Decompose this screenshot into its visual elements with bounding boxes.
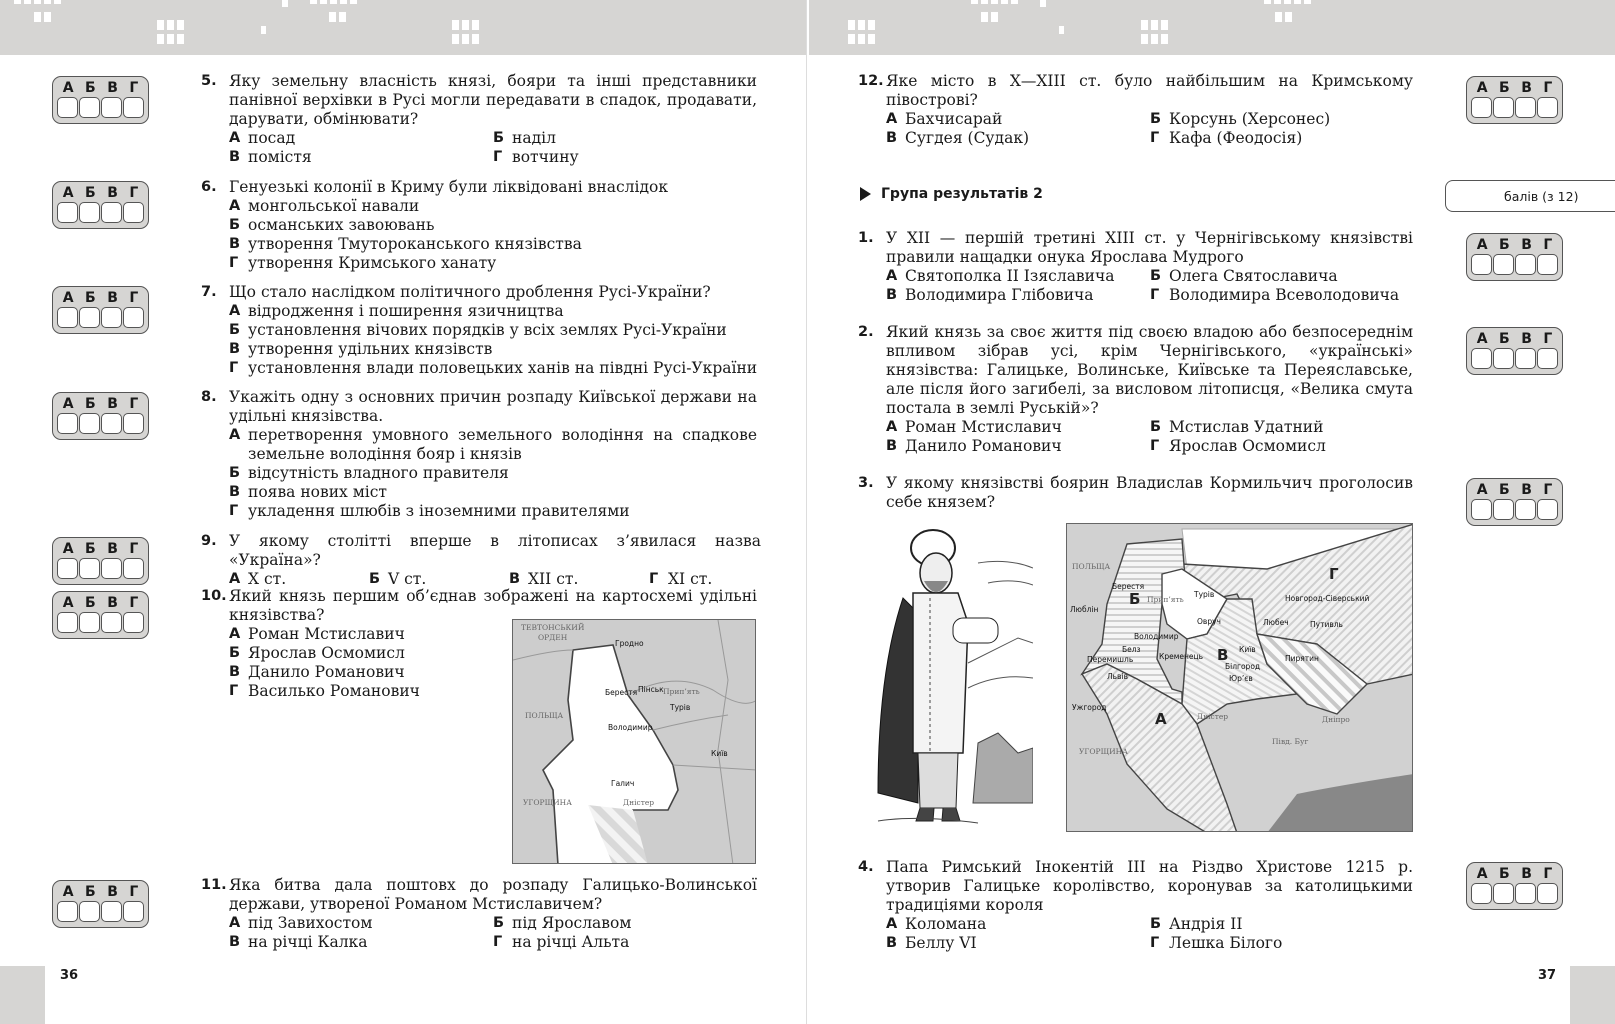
svg-text:УГОРЩИНА: УГОРЩИНА — [1079, 747, 1128, 756]
answer-letter-v: В — [1521, 866, 1532, 882]
answer-box-g2-q2 — [1466, 327, 1563, 375]
group2-question-1 — [858, 229, 1413, 305]
answer-cell-b[interactable] — [79, 612, 100, 633]
answer-cell-a[interactable] — [57, 558, 78, 579]
group-heading — [860, 186, 1043, 202]
svg-text:Білгород: Білгород — [1225, 662, 1261, 671]
answer-cell-g[interactable] — [123, 202, 144, 223]
answer-box-q10 — [52, 591, 149, 639]
question-number: 8. — [201, 389, 217, 405]
answer-letter-a: А — [1476, 866, 1488, 882]
svg-text:Київ: Київ — [1239, 645, 1256, 654]
answer-cell-b[interactable] — [79, 307, 100, 328]
svg-text:Турів: Турів — [670, 703, 691, 712]
map-rus-principalities — [1066, 523, 1413, 832]
question-number: 4. — [858, 859, 874, 875]
decorative-dot — [261, 26, 266, 34]
answer-cell-a[interactable] — [1471, 348, 1492, 369]
answer-cell-v[interactable] — [1515, 348, 1536, 369]
answer-cell-v[interactable] — [101, 413, 122, 434]
page-header-band-left — [0, 0, 806, 55]
answer-letter-v: В — [1521, 237, 1532, 253]
question-number: 6. — [201, 179, 217, 195]
option-v: В Володимира Глібовича — [886, 286, 1094, 304]
decorative-dot — [282, 0, 288, 7]
question-text: У якому князівстві боярин Владислав Кормильчич проголосив себе князем? — [886, 474, 1413, 511]
group-heading-label: Група результатів 2 — [881, 186, 1043, 202]
option-b: Б Мстислав Удатний — [1150, 418, 1324, 436]
question-number: 10. — [201, 588, 227, 604]
option-a: А монгольської навали — [229, 197, 420, 215]
answer-cell-a[interactable] — [1471, 254, 1492, 275]
answer-cell-b[interactable] — [1493, 883, 1514, 904]
svg-text:Дніпро: Дніпро — [1322, 715, 1350, 724]
question-text: Який князь першим об’єднав зображені на картосхемі удільні князівства? — [229, 587, 757, 624]
decorative-dots — [452, 20, 479, 44]
option-a: А Коломана — [886, 915, 987, 933]
answer-letter-v: В — [107, 396, 118, 412]
option-g: Г вотчину — [493, 148, 579, 166]
option-b: Б Олега Святославича — [1150, 267, 1338, 285]
answer-cell-b[interactable] — [79, 558, 100, 579]
answer-letter-v: В — [107, 185, 118, 201]
option-b: Б V ст. — [369, 570, 427, 588]
answer-letter-b: Б — [85, 290, 96, 306]
answer-letter-b: Б — [85, 884, 96, 900]
option-v: В утворення Тмутороканського князівства — [229, 235, 582, 253]
answer-letter-b: Б — [85, 80, 96, 96]
option-a: А Роман Мстиславич — [886, 418, 1062, 436]
svg-text:Львів: Львів — [1107, 672, 1128, 681]
answer-cell-v[interactable] — [1515, 97, 1536, 118]
svg-text:УГОРЩИНА: УГОРЩИНА — [523, 798, 572, 807]
option-a: А посад — [229, 129, 296, 147]
svg-text:Перемишль: Перемишль — [1087, 655, 1134, 664]
score-label: балів (з 12) — [1504, 188, 1579, 204]
map-galicia-volhynia — [512, 619, 756, 864]
answer-cell-g[interactable] — [1537, 97, 1558, 118]
question-5 — [201, 72, 757, 167]
answer-cell-a[interactable] — [57, 901, 78, 922]
answer-letter-b: Б — [1499, 866, 1510, 882]
answer-cell-v[interactable] — [1515, 883, 1536, 904]
option-v: В XII ст. — [509, 570, 579, 588]
page-header-band-right — [809, 0, 1615, 55]
answer-letter-g: Г — [129, 595, 139, 611]
answer-letter-b: Б — [1499, 331, 1510, 347]
svg-text:Київ: Київ — [711, 749, 728, 758]
question-text: Який князь за своє життя під своєю владою або безпосереднім впливом зібрав усі, крім Чернігівського, «українські» князівства: Галицьке, Волинське, Київське та Переяславське, але після його загибелі, за висловом літописця, «Велика смута постала в землі Руській»? — [886, 323, 1413, 417]
option-v: В на річці Калка — [229, 933, 368, 951]
option-v: В Данило Романович — [886, 437, 1062, 455]
answer-box-q12 — [1466, 76, 1563, 124]
answer-letter-b: Б — [85, 595, 96, 611]
group2-question-2 — [858, 323, 1413, 456]
option-b: Б Ярослав Осмомисл — [229, 644, 405, 662]
page-number-left: 36 — [60, 968, 79, 983]
option-b: Б під Ярославом — [493, 914, 632, 932]
answer-cell-g[interactable] — [123, 558, 144, 579]
answer-letter-b: Б — [1499, 80, 1510, 96]
question-number: 9. — [201, 533, 217, 549]
answer-cell-a[interactable] — [57, 612, 78, 633]
answer-letter-a: А — [62, 185, 74, 201]
answer-cell-a[interactable] — [1471, 499, 1492, 520]
question-text: Генуезькі колонії в Криму були ліквідовані внаслідок — [229, 178, 669, 196]
answer-cell-g[interactable] — [123, 901, 144, 922]
answer-cell-b[interactable] — [79, 413, 100, 434]
decorative-dots — [34, 12, 51, 22]
svg-text:В: В — [1217, 646, 1229, 664]
svg-text:Б: Б — [1129, 590, 1141, 608]
option-g: Г утворення Кримського ханату — [229, 254, 497, 272]
option-b: Б османських завоювань — [229, 216, 435, 234]
answer-letter-b: Б — [1499, 482, 1510, 498]
question-text: Яку земельну власність князі, бояри та інші представники панівної верхівки в Русі могли передавати в спадок, продавати, дарувати, обмінювати? — [229, 72, 757, 128]
svg-text:Дністер: Дністер — [1197, 712, 1229, 721]
answer-letter-a: А — [62, 884, 74, 900]
question-number: 11. — [201, 877, 227, 893]
option-v: В помістя — [229, 148, 312, 166]
svg-text:Дністер: Дністер — [623, 798, 655, 807]
answer-cell-b[interactable] — [1493, 499, 1514, 520]
svg-text:ОРДЕН: ОРДЕН — [538, 633, 568, 642]
option-g: Г на річці Альта — [493, 933, 630, 951]
question-text: У XII — першій третині XIII ст. у Чернігівському князівстві правили нащадки онука Ярослава Мудрого — [886, 229, 1413, 266]
answer-letter-a: А — [62, 290, 74, 306]
answer-letter-g: Г — [1543, 482, 1553, 498]
answer-cell-b[interactable] — [1493, 348, 1514, 369]
svg-text:ПОЛЬЩА: ПОЛЬЩА — [525, 711, 564, 720]
svg-text:Володимир: Володимир — [608, 723, 653, 732]
option-b: Б Андрія II — [1150, 915, 1243, 933]
svg-text:Г: Г — [1329, 565, 1339, 583]
option-b: Б відсутність владного правителя — [229, 464, 509, 482]
svg-text:Прип’ять: Прип’ять — [1147, 595, 1184, 604]
option-g: Г установлення влади половецьких ханів на півдні Русі-України — [229, 359, 758, 377]
svg-text:Ужгород: Ужгород — [1072, 703, 1107, 712]
option-v: В Беллу VI — [886, 934, 977, 952]
answer-cell-a[interactable] — [1471, 883, 1492, 904]
answer-letter-a: А — [1476, 331, 1488, 347]
answer-cell-v[interactable] — [101, 901, 122, 922]
answer-cell-v[interactable] — [1515, 499, 1536, 520]
answer-cell-a[interactable] — [1471, 97, 1492, 118]
svg-text:Новгород-Сіверський: Новгород-Сіверський — [1285, 594, 1370, 603]
answer-letter-v: В — [107, 541, 118, 557]
answer-letter-b: Б — [85, 396, 96, 412]
answer-letter-v: В — [107, 884, 118, 900]
option-a: А Бахчисарай — [886, 110, 1003, 128]
option-a: А Святополка II Ізяславича — [886, 267, 1115, 285]
decorative-dot — [1059, 26, 1064, 34]
svg-text:ТЕВТОНСЬКИЙ: ТЕВТОНСЬКИЙ — [521, 623, 585, 632]
answer-letter-g: Г — [129, 290, 139, 306]
answer-letter-a: А — [1476, 237, 1488, 253]
answer-box-g2-q3 — [1466, 478, 1563, 526]
decorative-dots — [971, 0, 1018, 4]
svg-text:Прип’ять: Прип’ять — [663, 687, 700, 696]
question-12 — [858, 72, 1413, 148]
play-triangle-icon — [860, 187, 871, 201]
decorative-dots — [1141, 20, 1168, 44]
answer-letter-g: Г — [1543, 80, 1553, 96]
question-6 — [201, 178, 757, 273]
decorative-dots — [14, 0, 61, 4]
svg-text:Путивль: Путивль — [1310, 620, 1343, 629]
answer-box-g2-q1 — [1466, 233, 1563, 281]
question-number: 5. — [201, 73, 217, 89]
answer-letter-a: А — [62, 541, 74, 557]
option-a: А відродження і поширення язичництва — [229, 302, 564, 320]
answer-box-g2-q4 — [1466, 862, 1563, 910]
answer-letter-g: Г — [1543, 237, 1553, 253]
answer-cell-v[interactable] — [101, 97, 122, 118]
question-text: Укажіть одну з основних причин розпаду Київської держави на удільні князівства. — [229, 388, 757, 425]
question-number: 12. — [858, 73, 884, 89]
answer-box-q6 — [52, 181, 149, 229]
question-text: У якому столітті вперше в літописах з’явилася назва «Україна»? — [229, 532, 761, 569]
answer-letter-v: В — [107, 290, 118, 306]
svg-text:Юр’єв: Юр’єв — [1229, 674, 1253, 683]
answer-box-q8 — [52, 392, 149, 440]
footer-tab-left — [0, 966, 45, 1024]
answer-letter-v: В — [1521, 331, 1532, 347]
answer-cell-g[interactable] — [123, 612, 144, 633]
option-v: В поява нових міст — [229, 483, 387, 501]
question-7 — [201, 283, 761, 378]
answer-cell-g[interactable] — [1537, 883, 1558, 904]
option-g: Г Василько Романович — [229, 682, 420, 700]
question-number: 3. — [858, 475, 874, 491]
option-v: В Данило Романович — [229, 663, 405, 681]
page-gutter — [806, 0, 809, 1024]
option-a: А Роман Мстиславич — [229, 625, 405, 643]
answer-letter-a: А — [62, 396, 74, 412]
prince-portrait-illustration — [858, 523, 1033, 828]
option-v: В Сугдея (Судак) — [886, 129, 1030, 147]
option-b: Б наділ — [493, 129, 556, 147]
answer-letter-v: В — [1521, 482, 1532, 498]
svg-text:Гродно: Гродно — [615, 639, 644, 648]
answer-cell-a[interactable] — [57, 97, 78, 118]
svg-text:Овруч: Овруч — [1197, 617, 1221, 626]
answer-letter-a: А — [1476, 482, 1488, 498]
footer-tab-right — [1570, 966, 1615, 1024]
answer-box-q11 — [52, 880, 149, 928]
option-g: Г укладення шлюбів з іноземними правителями — [229, 502, 630, 520]
answer-cell-g[interactable] — [1537, 348, 1558, 369]
svg-text:Любеч: Любеч — [1263, 618, 1289, 627]
answer-cell-b[interactable] — [79, 202, 100, 223]
answer-letter-g: Г — [129, 396, 139, 412]
answer-cell-g[interactable] — [1537, 254, 1558, 275]
answer-cell-b[interactable] — [79, 97, 100, 118]
answer-cell-g[interactable] — [1537, 499, 1558, 520]
answer-letter-g: Г — [1543, 331, 1553, 347]
option-a: А під Завихостом — [229, 914, 373, 932]
option-b: Б установлення вічових порядків у всіх землях Русі-України — [229, 321, 727, 339]
answer-letter-b: Б — [1499, 237, 1510, 253]
question-9 — [201, 532, 761, 589]
answer-letter-v: В — [1521, 80, 1532, 96]
svg-text:Белз: Белз — [1122, 645, 1141, 654]
decorative-dots — [310, 0, 357, 4]
svg-text:Берестя: Берестя — [605, 688, 638, 697]
answer-cell-b[interactable] — [1493, 97, 1514, 118]
group2-question-4 — [858, 858, 1413, 953]
answer-cell-g[interactable] — [123, 307, 144, 328]
answer-box-q9 — [52, 537, 149, 585]
question-number: 1. — [858, 230, 874, 246]
decorative-dots — [1264, 0, 1311, 4]
decorative-dots — [1275, 12, 1292, 22]
answer-letter-a: А — [62, 80, 74, 96]
decorative-dot — [1040, 0, 1046, 7]
answer-box-q5 — [52, 76, 149, 124]
answer-cell-b[interactable] — [1493, 254, 1514, 275]
option-g: Г Кафа (Феодосія) — [1150, 129, 1303, 147]
answer-cell-v[interactable] — [1515, 254, 1536, 275]
answer-letter-g: Г — [129, 541, 139, 557]
group2-question-3 — [858, 474, 1413, 512]
page-number-right: 37 — [1538, 968, 1557, 983]
option-g: Г Ярослав Осмомисл — [1150, 437, 1326, 455]
answer-letter-a: А — [1476, 80, 1488, 96]
question-text: Яке місто в X—XIII ст. було найбільшим на Кримському півострові? — [886, 72, 1413, 109]
svg-text:Галич: Галич — [611, 779, 635, 788]
answer-cell-b[interactable] — [79, 901, 100, 922]
answer-letter-v: В — [107, 595, 118, 611]
svg-text:Пирятин: Пирятин — [1285, 654, 1319, 663]
answer-letter-a: А — [62, 595, 74, 611]
svg-text:Берестя: Берестя — [1112, 582, 1145, 591]
option-g: Г Лешка Білого — [1150, 934, 1283, 952]
option-g: Г XI ст. — [649, 570, 713, 588]
answer-letter-g: Г — [129, 884, 139, 900]
answer-cell-a[interactable] — [57, 413, 78, 434]
question-11 — [201, 876, 757, 952]
option-a: А X ст. — [229, 570, 287, 588]
answer-cell-v[interactable] — [101, 202, 122, 223]
svg-text:Люблін: Люблін — [1070, 605, 1099, 614]
question-text: Папа Римський Інокентій III на Різдво Христове 1215 р. утворив Галицьке королівство, коронував за католицькими традиціями короля — [886, 858, 1413, 914]
svg-text:А: А — [1155, 710, 1167, 728]
option-v: В утворення удільних князівств — [229, 340, 493, 358]
svg-text:Турів: Турів — [1194, 590, 1215, 599]
answer-cell-v[interactable] — [101, 307, 122, 328]
svg-text:ПОЛЬЩА: ПОЛЬЩА — [1072, 562, 1111, 571]
svg-text:Півд. Буг: Півд. Буг — [1272, 737, 1309, 746]
answer-cell-v[interactable] — [101, 558, 122, 579]
answer-cell-a[interactable] — [57, 307, 78, 328]
option-g: Г Володимира Всеволодовича — [1150, 286, 1400, 304]
answer-cell-a[interactable] — [57, 202, 78, 223]
option-a: А перетворення умовного земельного володіння на спадкове земельне володіння бояр і князів — [229, 426, 757, 463]
answer-letter-b: Б — [85, 541, 96, 557]
answer-letter-g: Г — [129, 185, 139, 201]
decorative-dots — [329, 12, 346, 22]
score-box[interactable] — [1445, 180, 1615, 212]
decorative-dots — [848, 20, 875, 44]
decorative-dots — [157, 20, 184, 44]
answer-letter-b: Б — [85, 185, 96, 201]
answer-letter-g: Г — [1543, 866, 1553, 882]
option-b: Б Корсунь (Херсонес) — [1150, 110, 1331, 128]
answer-letter-g: Г — [129, 80, 139, 96]
decorative-dots — [981, 12, 998, 22]
answer-cell-g[interactable] — [123, 413, 144, 434]
answer-cell-v[interactable] — [101, 612, 122, 633]
question-text: Яка битва дала поштовх до розпаду Галицько-Волинської держави, утвореної Романом Мстиславичем? — [229, 876, 757, 913]
answer-cell-g[interactable] — [123, 97, 144, 118]
question-8 — [201, 388, 757, 521]
svg-text:Кременець: Кременець — [1159, 652, 1204, 661]
question-number: 7. — [201, 284, 217, 300]
answer-letter-v: В — [107, 80, 118, 96]
question-text: Що стало наслідком політичного дроблення Русі-України? — [229, 283, 711, 301]
question-number: 2. — [858, 324, 874, 340]
svg-text:Володимир: Володимир — [1134, 632, 1179, 641]
answer-box-q7 — [52, 286, 149, 334]
svg-text:Пінськ: Пінськ — [638, 685, 664, 694]
